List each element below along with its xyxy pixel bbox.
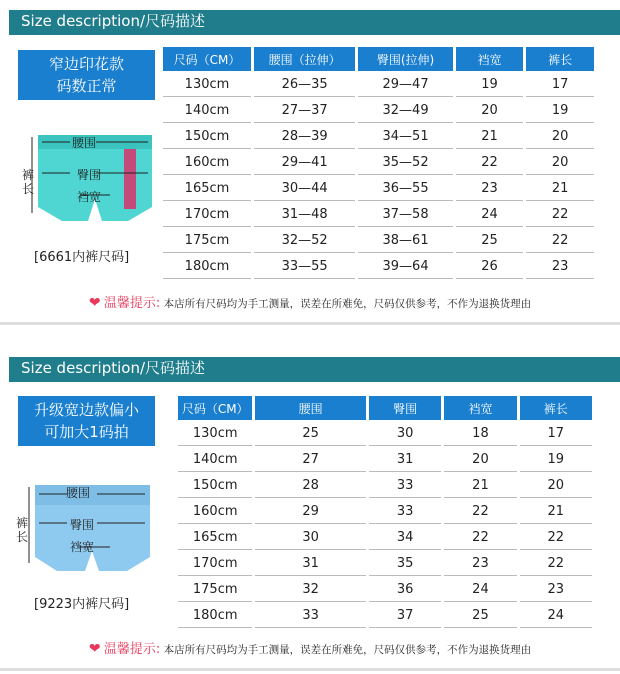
tip-note	[0, 638, 620, 657]
table-cell: 35	[369, 552, 441, 576]
style-title-line-2: 可加大1码拍	[44, 423, 129, 441]
table-cell: 25	[444, 604, 516, 628]
table-cell: 23	[520, 578, 592, 602]
table-cell: 180cm	[163, 255, 251, 279]
table-row	[163, 99, 594, 123]
crotch-label: 裆宽	[77, 190, 102, 204]
header-underline	[9, 33, 620, 35]
table-cell: 24	[520, 604, 592, 628]
style-title-line-1: 窄边印花款	[48, 55, 124, 73]
table-cell: 33	[369, 474, 441, 498]
table-cell: 26	[456, 255, 524, 279]
table-cell: 33—55	[254, 255, 355, 279]
table-cell: 28	[255, 474, 366, 498]
waistband-shape	[35, 485, 150, 505]
table-cell: 35—52	[358, 151, 452, 175]
table-cell: 140cm	[163, 99, 251, 123]
table-row	[178, 422, 592, 446]
table-cell: 175cm	[163, 229, 251, 253]
table-cell: 19	[456, 73, 524, 97]
table-cell: 29—47	[358, 73, 452, 97]
model-caption: [6661内裤尺码]	[34, 250, 130, 265]
table-cell: 18	[444, 422, 516, 446]
table-cell: 21	[444, 474, 516, 498]
length-label: 裤长	[22, 168, 35, 196]
col-length: 裤长	[526, 47, 594, 71]
col-crotch: 裆宽	[456, 47, 524, 71]
table-row	[163, 203, 594, 227]
table-cell: 23	[526, 255, 594, 279]
col-length: 裤长	[520, 396, 592, 420]
table-cell: 160cm	[163, 151, 251, 175]
section-divider	[0, 668, 620, 671]
table-cell: 36—55	[358, 177, 452, 201]
table-body	[163, 73, 594, 279]
print-stripe	[124, 149, 136, 209]
table-cell: 24	[444, 578, 516, 602]
table-row	[178, 552, 592, 576]
tip-label: 温馨提示:	[103, 296, 161, 311]
hip-label: 臀围	[70, 518, 95, 532]
table-cell: 30	[369, 422, 441, 446]
table-cell: 17	[526, 73, 594, 97]
table-cell: 19	[526, 99, 594, 123]
table-cell: 20	[444, 448, 516, 472]
table-header-row	[163, 47, 594, 71]
table-cell: 150cm	[178, 474, 252, 498]
table-cell: 20	[456, 99, 524, 123]
table-row	[178, 526, 592, 550]
table-cell: 32—52	[254, 229, 355, 253]
col-waist: 腰围	[255, 396, 366, 420]
table-cell: 38—61	[358, 229, 452, 253]
size-table-2	[175, 394, 595, 630]
table-cell: 175cm	[178, 578, 252, 602]
hip-label: 臀围	[77, 168, 102, 182]
style-title-line-1: 升级宽边款偏小	[33, 401, 139, 419]
table-cell: 150cm	[163, 125, 251, 149]
table-body	[178, 422, 592, 628]
table-cell: 32	[255, 578, 366, 602]
table-cell: 33	[255, 604, 366, 628]
table-cell: 22	[456, 151, 524, 175]
table-cell: 32—49	[358, 99, 452, 123]
table-row	[178, 604, 592, 628]
table-cell: 34—51	[358, 125, 452, 149]
table-cell: 130cm	[178, 422, 252, 446]
heart-icon: ❤	[88, 641, 101, 657]
section-header-title: Size description/尺码描述	[21, 359, 206, 377]
table-row	[163, 125, 594, 149]
table-cell: 140cm	[178, 448, 252, 472]
table-cell: 160cm	[178, 500, 252, 524]
crotch-label: 裆宽	[70, 540, 95, 554]
table-cell: 23	[444, 552, 516, 576]
table-cell: 36	[369, 578, 441, 602]
table-cell: 17	[520, 422, 592, 446]
table-cell: 22	[526, 229, 594, 253]
table-row	[163, 255, 594, 279]
table-cell: 22	[526, 203, 594, 227]
table-cell: 21	[520, 500, 592, 524]
table-cell: 31—48	[254, 203, 355, 227]
table-row	[178, 474, 592, 498]
table-cell: 37—58	[358, 203, 452, 227]
table-cell: 30—44	[254, 177, 355, 201]
waist-label: 腰围	[66, 486, 91, 500]
table-cell: 20	[526, 125, 594, 149]
waist-label: 腰围	[72, 136, 97, 150]
table-cell: 29—41	[254, 151, 355, 175]
col-crotch: 裆宽	[444, 396, 516, 420]
tip-note	[0, 292, 620, 311]
table-cell: 39—64	[358, 255, 452, 279]
table-cell: 27—37	[254, 99, 355, 123]
table-cell: 130cm	[163, 73, 251, 97]
table-cell: 25	[255, 422, 366, 446]
table-cell: 20	[520, 474, 592, 498]
heart-icon: ❤	[88, 295, 101, 311]
style-title-box	[18, 396, 155, 446]
size-table-1	[160, 45, 597, 281]
table-row	[163, 73, 594, 97]
tip-text: 本店所有尺码均为手工测量，误差在所难免，尺码仅供参考，不作为退换货理由	[163, 298, 532, 310]
table-cell: 165cm	[178, 526, 252, 550]
table-cell: 37	[369, 604, 441, 628]
table-row	[178, 578, 592, 602]
table-cell: 22	[520, 526, 592, 550]
tip-text: 本店所有尺码均为手工测量，误差在所难免，尺码仅供参考，不作为退换货理由	[163, 644, 532, 656]
table-cell: 33	[369, 500, 441, 524]
style-title-box	[18, 50, 155, 100]
model-caption: [9223内裤尺码]	[34, 597, 130, 612]
col-size: 尺码（CM）	[178, 396, 252, 420]
table-cell: 20	[526, 151, 594, 175]
style-title-line-2: 码数正常	[56, 77, 117, 95]
table-cell: 26—35	[254, 73, 355, 97]
section-header	[9, 10, 620, 33]
header-underline	[9, 380, 620, 382]
table-cell: 22	[444, 500, 516, 524]
table-row	[163, 177, 594, 201]
table-cell: 24	[456, 203, 524, 227]
section-header	[9, 357, 620, 380]
col-hip: 臀围	[369, 396, 441, 420]
table-cell: 170cm	[163, 203, 251, 227]
table-cell: 27	[255, 448, 366, 472]
table-cell: 23	[456, 177, 524, 201]
col-size: 尺码（CM）	[163, 47, 251, 71]
table-cell: 34	[369, 526, 441, 550]
table-cell: 31	[255, 552, 366, 576]
table-cell: 28—39	[254, 125, 355, 149]
table-cell: 21	[526, 177, 594, 201]
table-cell: 165cm	[163, 177, 251, 201]
table-cell: 25	[456, 229, 524, 253]
tip-label: 温馨提示:	[103, 642, 161, 657]
col-hip: 臀围(拉伸)	[358, 47, 452, 71]
section-header-title: Size description/尺码描述	[21, 12, 206, 30]
table-cell: 22	[444, 526, 516, 550]
table-cell: 22	[520, 552, 592, 576]
length-label: 裤长	[16, 516, 29, 544]
table-row	[178, 448, 592, 472]
section-divider	[0, 322, 620, 325]
col-waist: 腰围（拉伸）	[254, 47, 355, 71]
table-row	[163, 229, 594, 253]
table-cell: 30	[255, 526, 366, 550]
table-header-row	[178, 396, 592, 420]
table-cell: 19	[520, 448, 592, 472]
table-cell: 29	[255, 500, 366, 524]
table-cell: 21	[456, 125, 524, 149]
table-cell: 31	[369, 448, 441, 472]
table-cell: 180cm	[178, 604, 252, 628]
table-row	[163, 151, 594, 175]
table-cell: 170cm	[178, 552, 252, 576]
table-row	[178, 500, 592, 524]
